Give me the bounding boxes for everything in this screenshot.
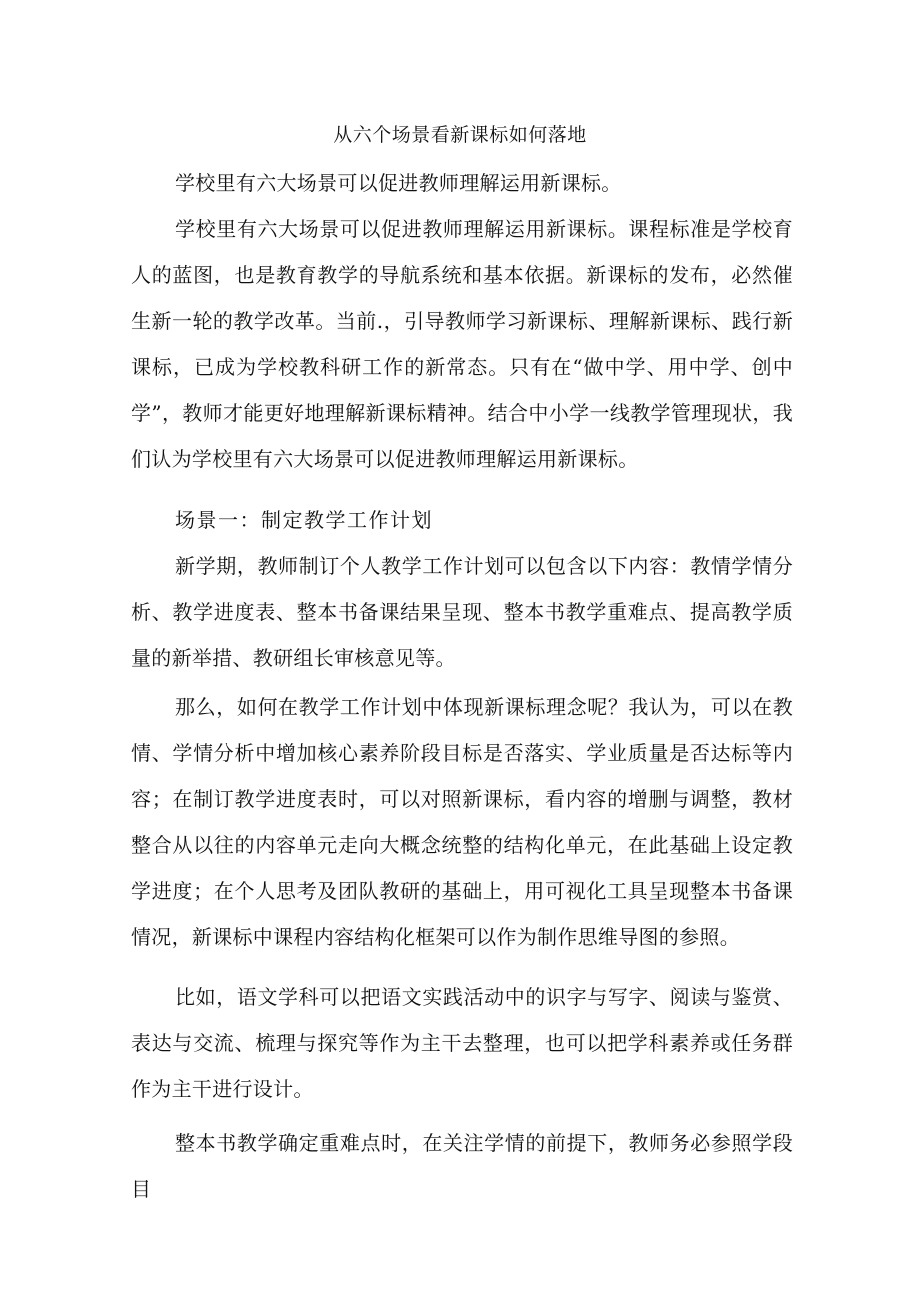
paragraph-background: 学校里有六大场景可以促进教师理解运用新课标。课程标准是学校育人的蓝图，也是教育教学的导航系统和基本依据。新课标的发布，必然催生新一轮的教学改革。当前.，引导教师学习新课标、理解新课标、践行新课标，已成为学校教科研工作的新常态。只有在“做中学、用中学、创中学”，教师才能更好地理解新课标精神。结合中小学一线教学管理现状，我们认为学校里有六大场景可以促进教师理解运用新课标。	[131, 217, 793, 471]
paragraph-chinese-example: 比如，语文学科可以把语文实践活动中的识字与写字、阅读与鉴赏、表达与交流、梳理与探究等作为主干去整理，也可以把学科素养或任务群作为主干进行设计。	[131, 985, 793, 1101]
paragraph-plan-approach: 那么，如何在教学工作计划中体现新课标理念呢？我认为，可以在教情、学情分析中增加核心素养阶段目标是否落实、学业质量是否达标等内容；在制订教学进度表时，可以对照新课标，看内容的增删与调整，教材整合从以往的内容单元走向大概念统整的结构化单元，在此基础上设定教学进度；在个人思考及团队教研的基础上，用可视化工具呈现整本书备课情况，新课标中课程内容结构化框架可以作为制作思维导图的参照。	[131, 695, 793, 949]
paragraph-plan-contents: 新学期，教师制订个人教学工作计划可以包含以下内容：教情学情分析、教学进度表、整本书备课结果呈现、整本书教学重难点、提高教学质量的新举措、教研组长审核意见等。	[131, 554, 793, 670]
document-title: 从六个场景看新课标如何落地	[333, 124, 587, 146]
paragraph-key-difficulties: 整本书教学确定重难点时，在关注学情的前提下，教师务必参照学段目	[131, 1131, 793, 1201]
section-heading-scene-one: 场景一：制定教学工作计划	[175, 508, 433, 532]
paragraph-intro: 学校里有六大场景可以促进教师理解运用新课标。	[175, 171, 622, 195]
